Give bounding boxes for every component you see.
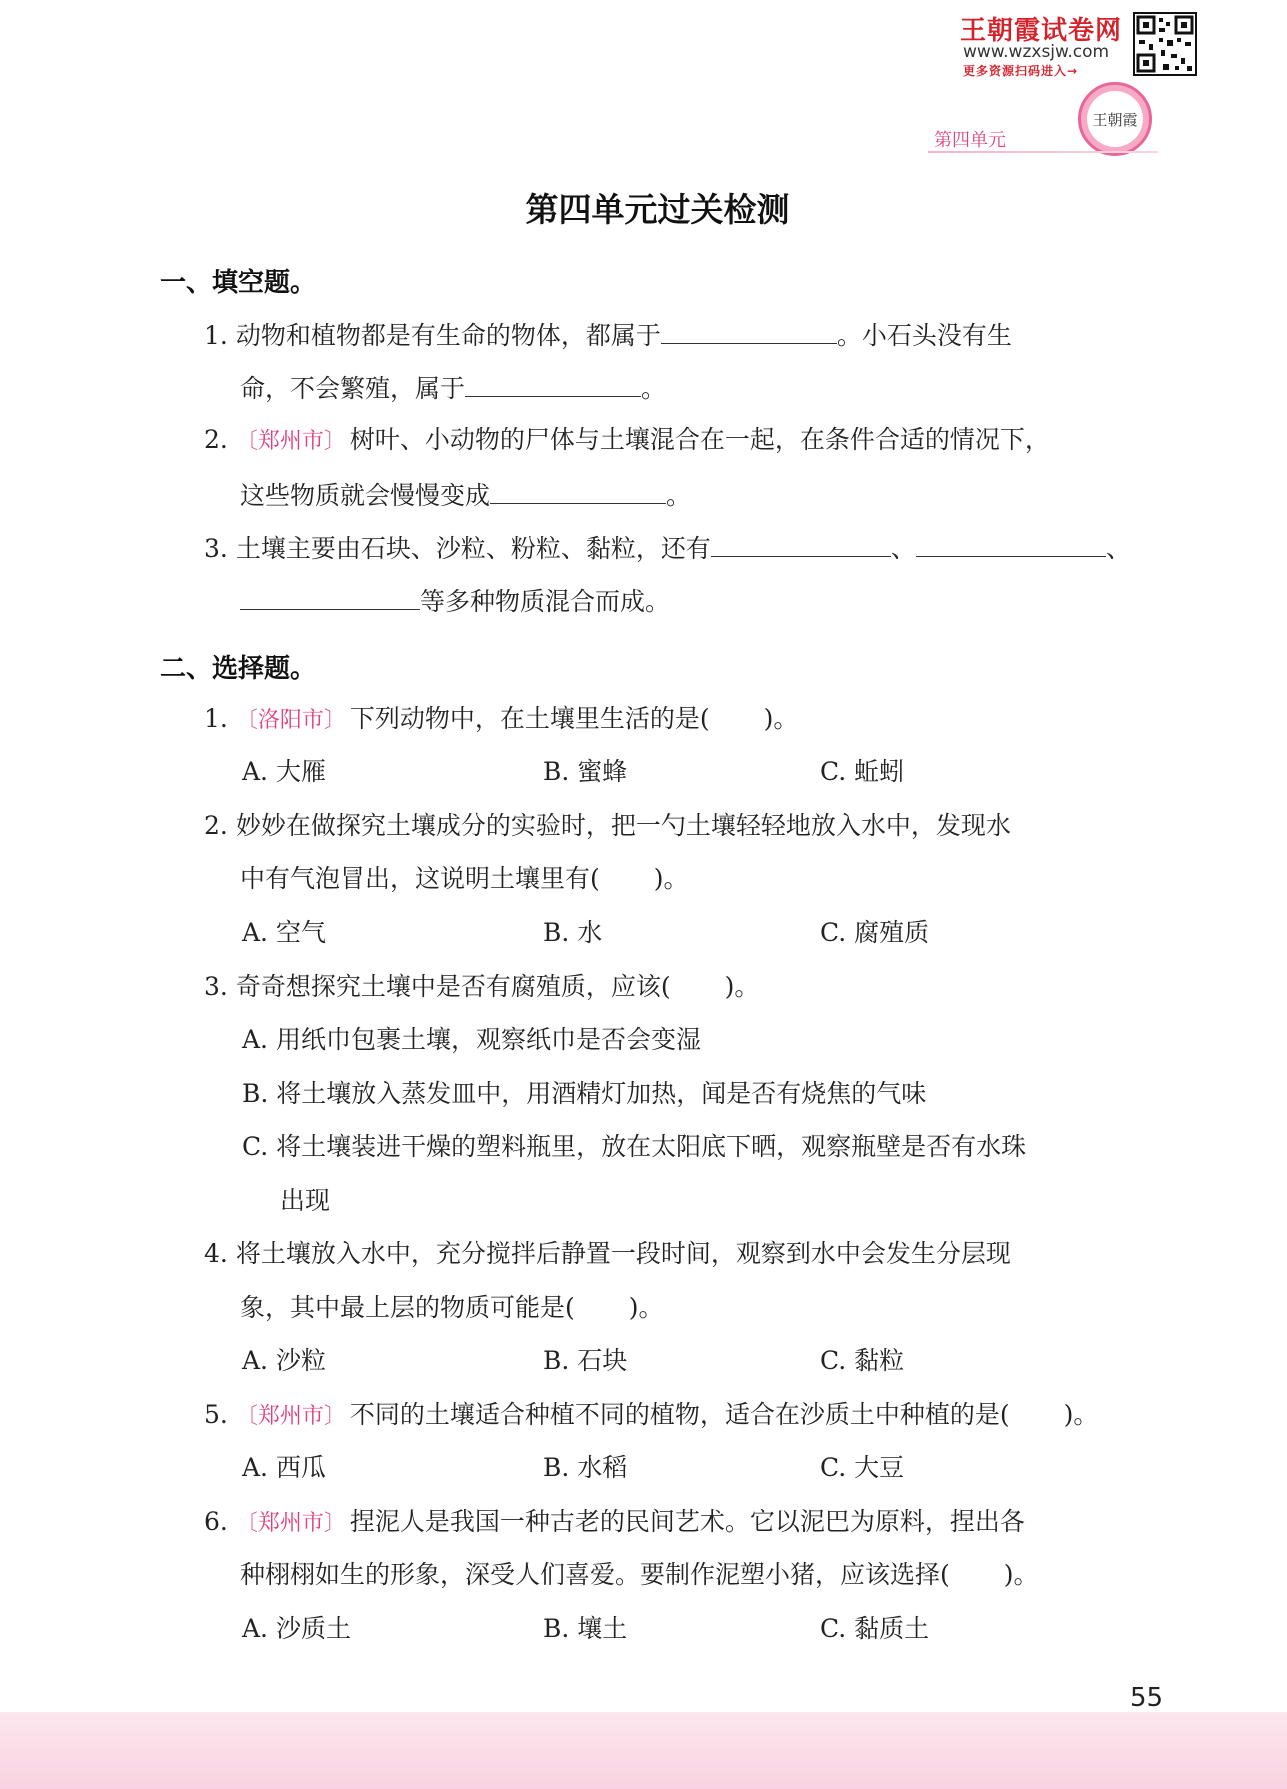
choice-q3-option-a[interactable]: A. 用纸巾包裹土壤，观察纸巾是否会变湿 [242, 1025, 701, 1054]
question-text: 下列动物中，在土壤里生活的是( [349, 704, 710, 733]
choice-q3-option-b[interactable]: B. 将土壤放入蒸发皿中，用酒精灯加热，闻是否有烧焦的气味 [242, 1079, 927, 1108]
choice-q4-line2 [240, 1291, 664, 1325]
question-number: 2. [204, 425, 228, 454]
choice-q2-option-a[interactable]: A. 空气 [242, 918, 326, 947]
fill-q2-line2 [240, 477, 691, 513]
choice-q1-line1 [204, 702, 798, 738]
separator: 、 [890, 534, 916, 563]
fill-q3-line1 [204, 530, 1131, 566]
question-text: 。 [666, 481, 692, 510]
unit-tag: 第四单元 [934, 130, 1006, 151]
region-tag: 〔洛阳市〕 [235, 708, 346, 733]
brand-more-text: 更多资源扫码进入→ [963, 64, 1079, 78]
choice-q5-option-c[interactable]: C. 大豆 [820, 1453, 905, 1482]
question-text: 树叶、小动物的尸体与土壤混合在一起，在条件合适的情况下， [349, 425, 1050, 454]
choice-q6-line1 [204, 1505, 1025, 1541]
choice-q3-line1 [204, 970, 759, 1004]
question-text: 。小石头没有生 [836, 321, 1012, 350]
question-end: )。 [1063, 1400, 1099, 1429]
question-number: 4. [204, 1239, 228, 1268]
choice-q6-line2 [240, 1558, 1039, 1592]
choice-q2-line1 [204, 809, 1011, 843]
page-title: 第四单元过关检测 [525, 190, 790, 229]
answer-blank[interactable] [465, 370, 641, 397]
qr-code-icon[interactable] [1133, 12, 1197, 76]
question-number: 3. [204, 972, 228, 1001]
question-end: )。 [763, 704, 799, 733]
question-text: 。 [641, 374, 667, 403]
question-text: 妙妙在做探究土壤成分的实验时，把一勺土壤轻轻地放入水中，发现水 [235, 811, 1011, 840]
choice-q6-option-b[interactable]: B. 壤土 [543, 1614, 628, 1643]
choice-q6-option-a[interactable]: A. 沙质土 [242, 1614, 351, 1643]
brand-seal [1078, 82, 1152, 156]
seal-text: 王朝霞 [1087, 91, 1143, 147]
question-text: 土壤主要由石块、沙粒、粉粒、黏粒，还有 [235, 534, 711, 563]
footer-band [0, 1712, 1287, 1789]
question-text: 命，不会繁殖，属于 [240, 374, 466, 403]
fill-q1-line1 [204, 317, 1012, 353]
unit-divider [928, 151, 1158, 153]
page-number: 55 [1130, 1683, 1164, 1713]
fill-q2-line1 [204, 423, 1050, 459]
question-text: 这些物质就会慢慢变成 [240, 481, 491, 510]
fill-q1-line2 [240, 370, 666, 406]
choice-q5-option-b[interactable]: B. 水稻 [543, 1453, 628, 1482]
choice-q4-line1 [204, 1237, 1011, 1271]
question-number: 1. [204, 704, 228, 733]
choice-q2-option-c[interactable]: C. 腐殖质 [820, 918, 930, 947]
separator: 、 [1105, 534, 1131, 563]
question-text: 捏泥人是我国一种古老的民间艺术。它以泥巴为原料，捏出各 [349, 1507, 1025, 1536]
question-number: 1. [204, 321, 228, 350]
choice-q5-option-a[interactable]: A. 西瓜 [242, 1453, 326, 1482]
choice-q1-option-b[interactable]: B. 蜜蜂 [543, 757, 628, 786]
answer-blank[interactable] [490, 477, 666, 504]
question-text: 动物和植物都是有生命的物体，都属于 [235, 321, 661, 350]
section-fill-blank-heading: 一、填空题。 [160, 268, 317, 298]
choice-q2-line2 [240, 862, 689, 896]
choice-q3-option-c-cont: 出现 [280, 1186, 331, 1215]
section-choice-heading: 二、选择题。 [160, 654, 317, 684]
region-tag: 〔郑州市〕 [235, 1511, 346, 1536]
choice-q4-option-a[interactable]: A. 沙粒 [242, 1346, 326, 1375]
choice-q3-option-c[interactable]: C. 将土壤装进干燥的塑料瓶里，放在太阳底下晒，观察瓶壁是否有水珠 [242, 1132, 1027, 1161]
question-number: 5. [204, 1400, 228, 1429]
question-number: 2. [204, 811, 228, 840]
choice-q4-option-b[interactable]: B. 石块 [543, 1346, 628, 1375]
choice-q2-option-b[interactable]: B. 水 [543, 918, 603, 947]
question-end: )。 [1003, 1560, 1039, 1589]
question-end: )。 [653, 864, 689, 893]
question-text: 将土壤放入水中，充分搅拌后静置一段时间，观察到水中会发生分层现 [235, 1239, 1011, 1268]
question-text: 等多种物质混合而成。 [420, 587, 671, 616]
question-number: 6. [204, 1507, 228, 1536]
question-text: 不同的土壤适合种植不同的植物，适合在沙质土中种植的是( [349, 1400, 1010, 1429]
choice-q4-option-c[interactable]: C. 黏粒 [820, 1346, 905, 1375]
question-end: )。 [724, 972, 760, 1001]
answer-blank[interactable] [661, 317, 837, 344]
region-tag: 〔郑州市〕 [235, 1404, 346, 1429]
brand-url[interactable]: www.wzxsjw.com [963, 42, 1110, 62]
answer-blank[interactable] [711, 530, 891, 557]
question-end: )。 [628, 1293, 664, 1322]
answer-blank[interactable] [916, 530, 1106, 557]
choice-q1-option-a[interactable]: A. 大雁 [242, 757, 326, 786]
fill-q3-line2 [240, 583, 670, 619]
choice-q5-line1 [204, 1398, 1098, 1434]
question-text: 象，其中最上层的物质可能是( [240, 1293, 575, 1322]
answer-blank[interactable] [240, 583, 420, 610]
question-text: 种栩栩如生的形象，深受人们喜爱。要制作泥塑小猪，应该选择( [240, 1560, 950, 1589]
choice-q1-option-c[interactable]: C. 蚯蚓 [820, 757, 905, 786]
question-text: 中有气泡冒出，这说明土壤里有( [240, 864, 600, 893]
question-text: 奇奇想探究土壤中是否有腐殖质，应该( [235, 972, 671, 1001]
question-number: 3. [204, 534, 228, 563]
region-tag: 〔郑州市〕 [235, 429, 346, 454]
brand-title: 王朝霞试卷网 [960, 16, 1123, 46]
choice-q6-option-c[interactable]: C. 黏质土 [820, 1614, 930, 1643]
